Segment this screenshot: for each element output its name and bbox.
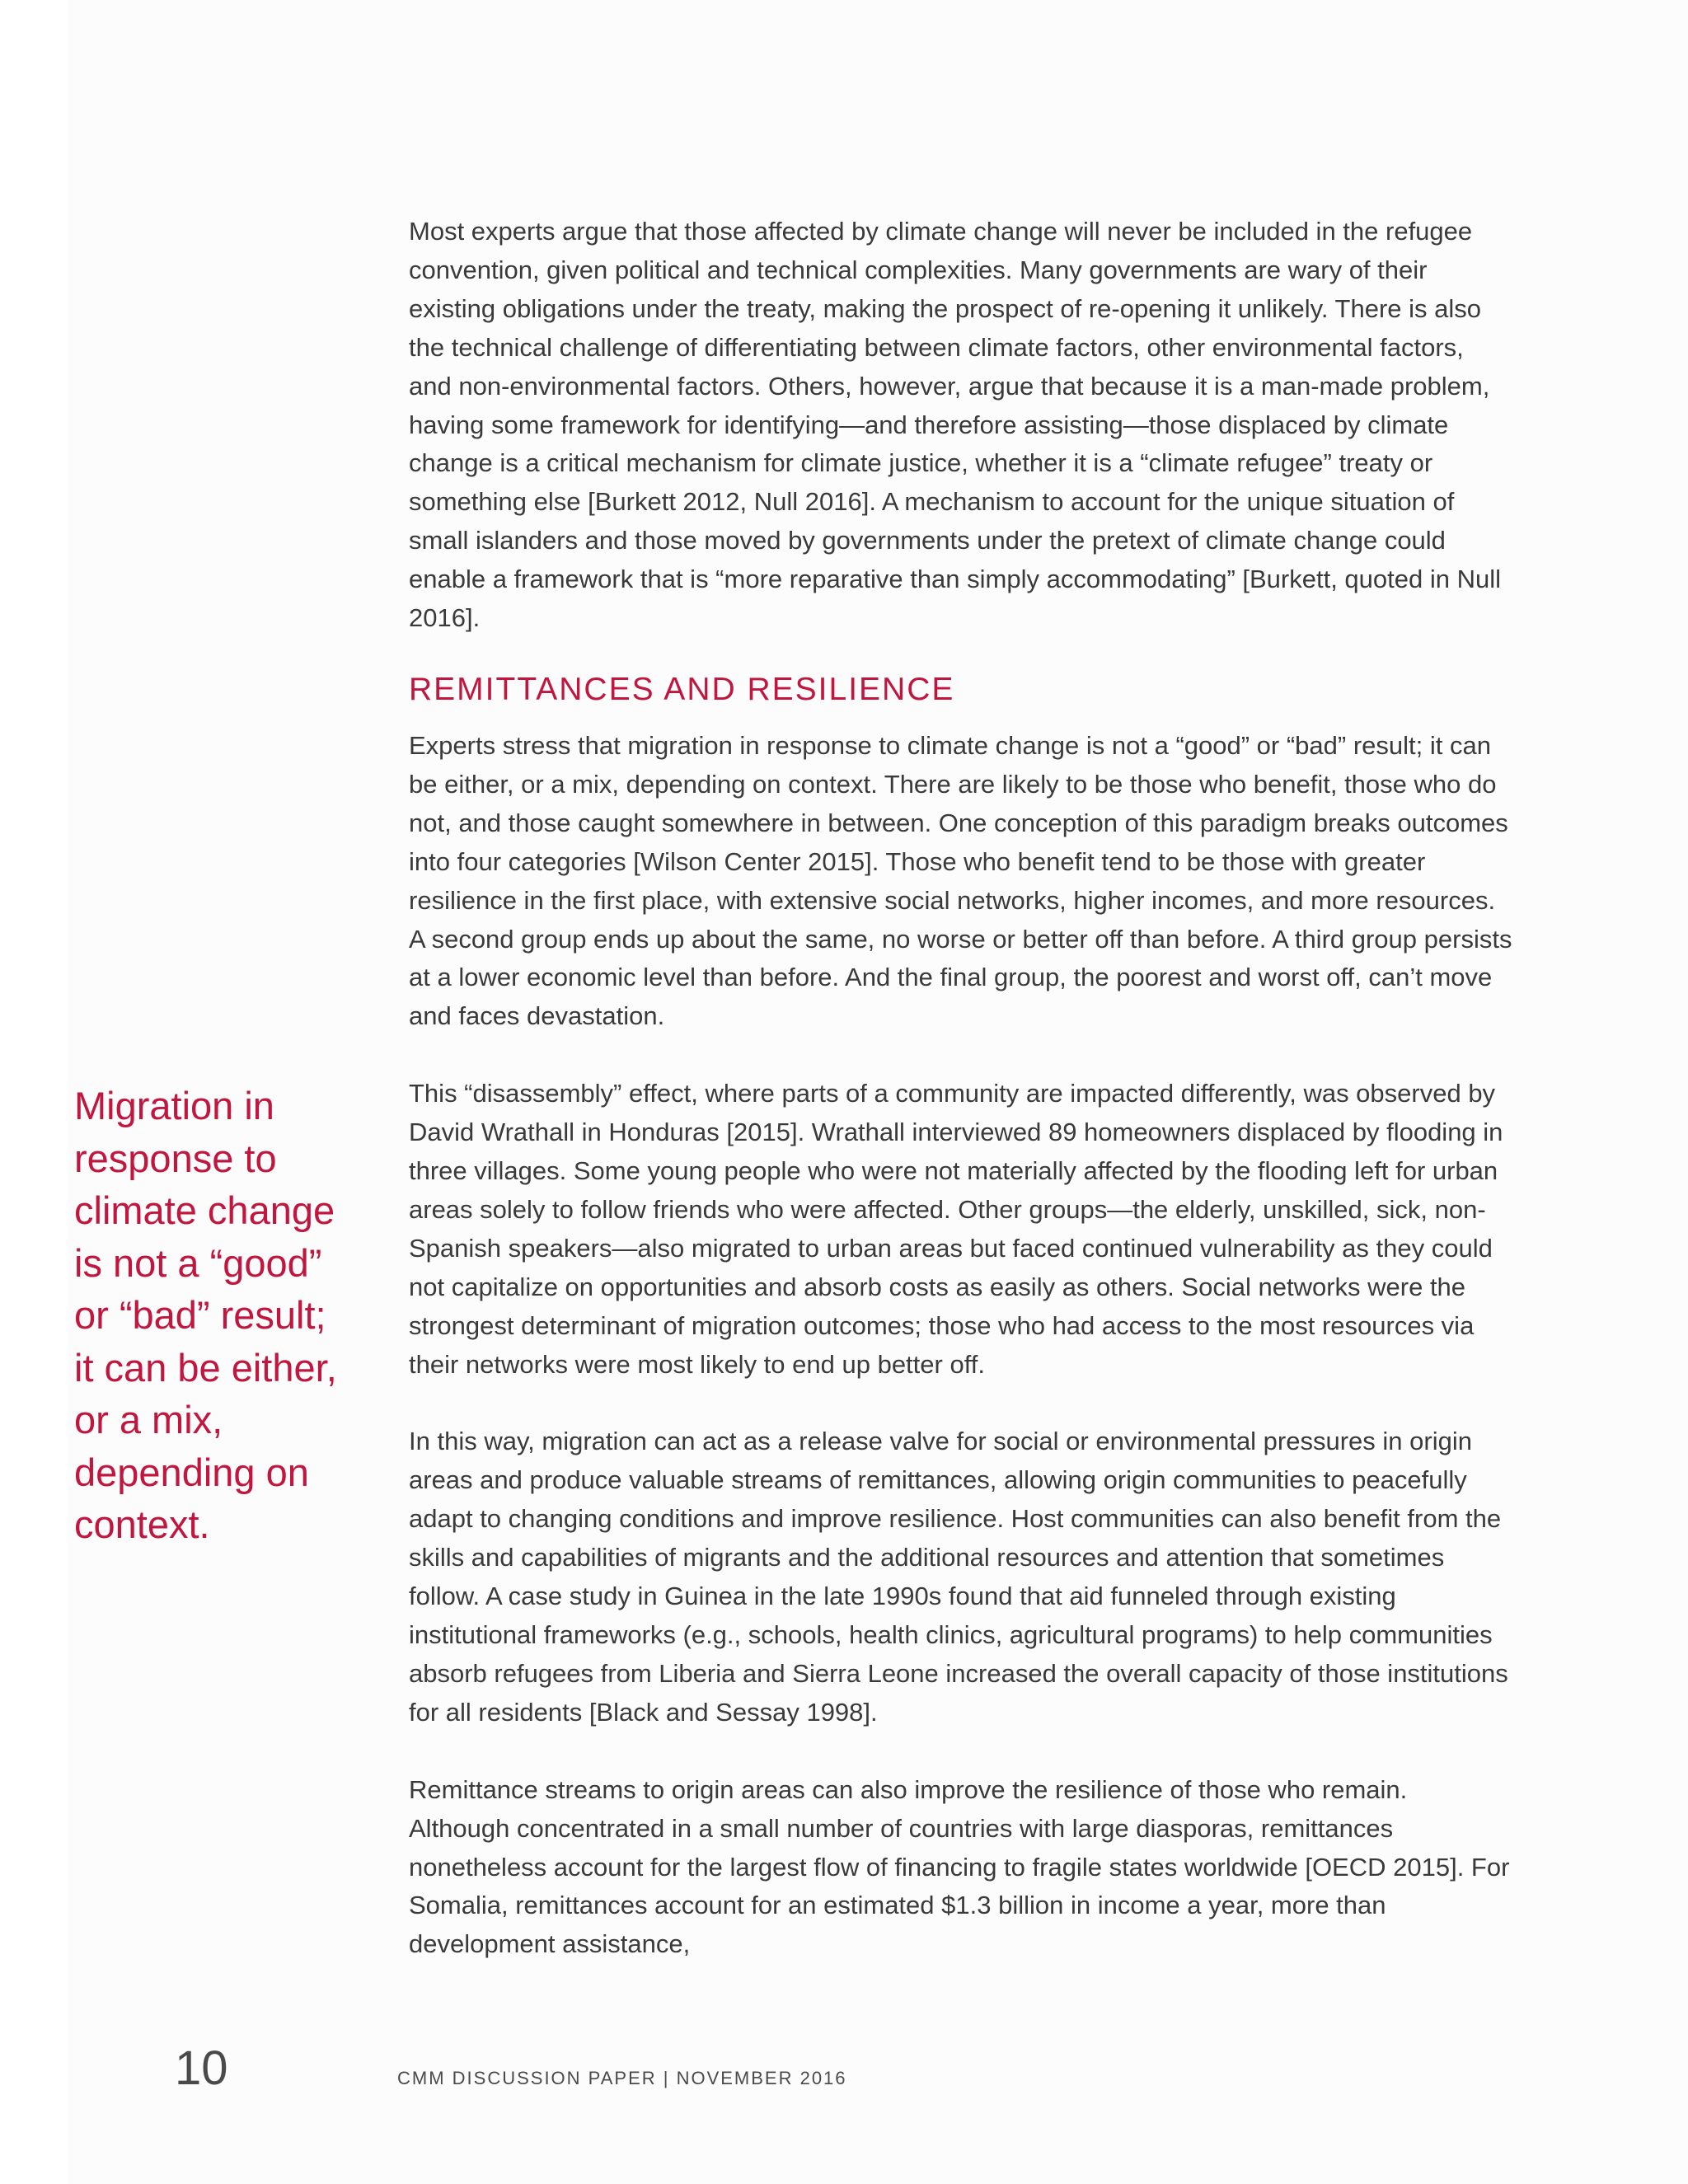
- body-paragraph: Experts stress that migration in response to climate change is not a “good” or “bad” result; it can be either, or a mix, depending on context. There are likely to be those who benefit, those who do not, and those caught somewhere in between. One conception of this paradigm breaks outcomes into four categories [Wilson Center 2015]. Those who benefit tend to be those with greater resilience in the first place, with extensive social networks, higher incomes, and more resources. A second group ends up about the same, no worse or better off than before. A third group persists at a lower economic level than before. And the final group, the poorest and worst off, can’t move and faces devastation.: [409, 730, 1512, 1031]
- footer-publication: CMM DISCUSSION PAPER | NOVEMBER 2016: [397, 2068, 847, 2088]
- page-number: 10: [175, 2041, 228, 2095]
- main-text-column: [409, 213, 1513, 1964]
- body-paragraph: This “disassembly” effect, where parts of a community are impacted differently, was observed by David Wrathall in Honduras [2015]. Wrathall interviewed 89 homeowners displaced by flooding in three villages. Some young people who were not materially affected by the flooding left for urban areas solely to follow friends who were affected. Other groups—the elderly, unskilled, sick, non-Spanish speakers—also migrated to urban areas but faced continued vulnerability as they could not capitalize on opportunities and absorb costs as easily as others. Social networks were the strongest determinant of migration outcomes; those who had access to the most resources via their networks were most likely to end up better off.: [409, 1079, 1503, 1379]
- body-paragraph: Remittance streams to origin areas can also improve the resilience of those who remain. Although concentrated in a small number of countries with large diasporas, remittances nonetheless account for the largest flow of financing to fragile states worldwide [OECD 2015]. For Somalia, remittances account for an estimated $1.3 billion in income a year, more than development assistance,: [409, 1774, 1510, 1959]
- paragraph-spacer: [409, 1384, 1513, 1422]
- paragraph-spacer: [409, 1036, 1513, 1075]
- section-heading: REMITTANCES AND RESILIENCE: [409, 671, 955, 707]
- pull-quote: Migration in response to climate change is not a “good” or “bad” result; it can be either, or a mix, depending on context.: [74, 1084, 337, 1546]
- body-paragraph: Most experts argue that those affected by climate change will never be included in the refugee convention, given political and technical complexities. Many governments are wary of their existing obligations under the treaty, making the prospect of re-opening it unlikely. There is also the technical challenge of differentiating between climate factors, other environmental factors, and non-environmental factors. Others, however, argue that because it is a man-made problem, having some framework for identifying—and therefore assisting—those displaced by climate change is a critical mechanism for climate justice, whether it is a “climate refugee” treaty or something else [Burkett 2012, Null 2016]. A mechanism to account for the unique situation of small islanders and those moved by governments under the pretext of climate change could enable a framework that is “more reparative than simply accommodating” [Burkett, quoted in Null 2016].: [409, 217, 1501, 633]
- body-paragraph: In this way, migration can act as a release valve for social or environmental pressures in origin areas and produce valuable streams of remittances, allowing origin communities to peacefully adapt to changing conditions and improve resilience. Host communities can also benefit from the skills and capabilities of migrants and the additional resources and attention that sometimes follow. A case study in Guinea in the late 1990s found that aid funneled through existing institutional frameworks (e.g., schools, health clinics, agricultural programs) to help communities absorb refugees from Liberia and Sierra Leone increased the overall capacity of those institutions for all residents [Black and Sessay 1998].: [409, 1427, 1508, 1727]
- paragraph-spacer: [409, 1732, 1513, 1771]
